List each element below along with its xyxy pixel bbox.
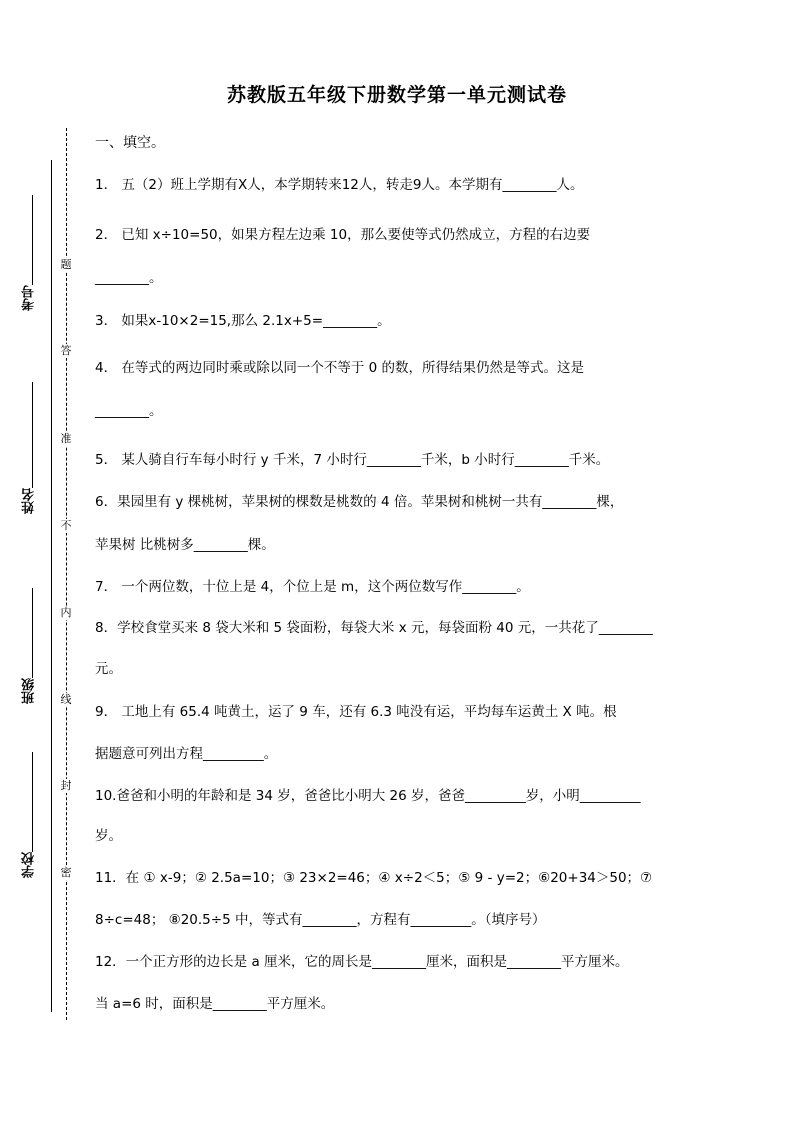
name-field bbox=[14, 488, 48, 514]
seal-char: 封 bbox=[58, 779, 74, 793]
question-line: ________。 bbox=[95, 270, 163, 286]
question-line: 7． 一个两位数，十位上是 4，个位上是 m，这个两位数写作________。 bbox=[95, 579, 530, 595]
class-field bbox=[14, 678, 48, 704]
question-line: 8÷c=48； ⑧20.5÷5 中，等式有________，方程有_________。（填序号） bbox=[95, 912, 546, 928]
school-blank bbox=[32, 752, 33, 852]
name-blank bbox=[32, 382, 33, 488]
question-line: 9． 工地上有 65.4 吨黄土，运了 9 车，还有 6.3 吨没有运，平均每车运黄土 X 吨。根 bbox=[95, 704, 617, 720]
question-line: ________。 bbox=[95, 403, 163, 419]
question-line: 5． 某人骑自行车每小时行 y 千米，7 小时行________千米，b 小时行________千米。 bbox=[95, 452, 610, 468]
exam-number-field bbox=[14, 285, 48, 311]
name-label: 姓名 bbox=[22, 488, 37, 514]
seal-char: 答 bbox=[58, 344, 74, 358]
school-label: 学校 bbox=[22, 852, 37, 878]
question-line: 据题意可列出方程_________。 bbox=[95, 746, 278, 762]
binding-solid-line bbox=[51, 160, 52, 1012]
question-line: 3． 如果x-10×2=15,那么 2.1x+5=________。 bbox=[95, 313, 391, 329]
question-line: 岁。 bbox=[95, 828, 122, 844]
question-line: 2． 已知 x÷10=50，如果方程左边乘 10，那么要使等式仍然成立，方程的右边要 bbox=[95, 227, 591, 243]
question-line: 11．在 ① x-9；② 2.5a=10；③ 23×2=46；④ x÷2＜5；⑤ 9 - y=2；⑥20+34＞50；⑦ bbox=[95, 870, 653, 886]
question-line: 6．果园里有 y 棵桃树，苹果树的棵数是桃数的 4 倍。苹果树和桃树一共有________棵， bbox=[95, 494, 624, 510]
seal-char: 内 bbox=[58, 606, 74, 620]
question-line: 当 a=6 时，面积是________平方厘米。 bbox=[95, 996, 335, 1012]
page-title: 苏教版五年级下册数学第一单元测试卷 bbox=[226, 84, 567, 106]
question-line: 12．一个正方形的边长是 a 厘米，它的周长是________厘米，面积是________平方厘米。 bbox=[95, 954, 629, 970]
question-line: 1． 五（2）班上学期有X人，本学期转来12人，转走9人。本学期有________人。 bbox=[95, 177, 584, 193]
question-line: 4． 在等式的两边同时乘或除以同一个不等于 0 的数，所得结果仍然是等式。这是 bbox=[95, 360, 585, 376]
school-field bbox=[14, 852, 48, 878]
question-line: 苹果树 比桃树多________棵。 bbox=[95, 537, 275, 553]
seal-char: 题 bbox=[58, 258, 74, 272]
exam-number-label: 考号 bbox=[22, 285, 37, 311]
seal-char: 不 bbox=[58, 519, 74, 533]
seal-char: 准 bbox=[58, 432, 74, 446]
question-line: 10.爸爸和小明的年龄和是 34 岁，爸爸比小明大 26 岁，爸爸_________岁，小明_________ bbox=[95, 788, 641, 804]
section-heading: 一、填空。 bbox=[95, 135, 165, 151]
seal-char: 密 bbox=[58, 866, 74, 880]
question-line: 元。 bbox=[95, 661, 122, 677]
question-line: 8．学校食堂买来 8 袋大米和 5 袋面粉，每袋大米 x 元，每袋面粉 40 元，一共花了________ bbox=[95, 620, 653, 636]
seal-char: 线 bbox=[58, 693, 74, 707]
class-label: 班级 bbox=[22, 678, 37, 704]
class-blank bbox=[32, 588, 33, 678]
exam-number-blank bbox=[32, 195, 33, 285]
